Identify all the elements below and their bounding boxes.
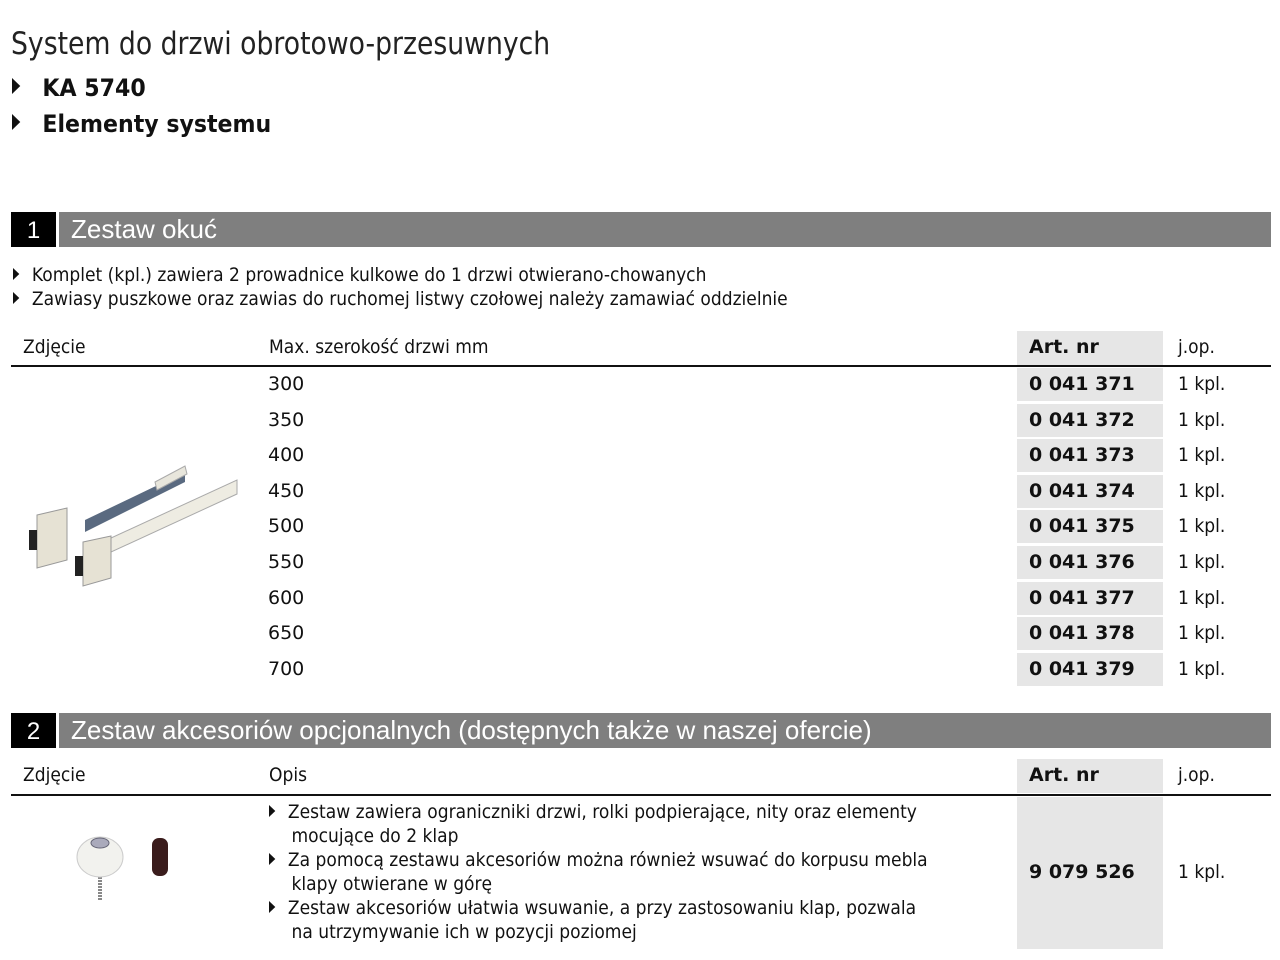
art-number: 0 041 375 (1017, 510, 1163, 543)
description-list (269, 800, 1001, 944)
col-desc: Opis (269, 764, 307, 786)
desc-text: Zestaw akcesoriów ułatwia wsuwanie, a przy zastosowaniu klap, pozwala (287, 897, 917, 919)
section-number: 1 (11, 212, 56, 247)
section-number: 2 (11, 713, 56, 748)
subtitle-text: KA 5740 (42, 74, 146, 102)
door-width: 350 (268, 408, 305, 431)
art-number: 0 041 379 (1017, 653, 1163, 686)
table-row (0, 652, 1280, 687)
door-width: 650 (268, 622, 305, 645)
unit: 1 kpl. (1178, 408, 1226, 431)
desc-item (269, 800, 928, 848)
note (13, 288, 788, 310)
ball-bearing-slides-image (25, 460, 245, 590)
door-width: 400 (268, 444, 305, 467)
table-row (0, 616, 1280, 651)
desc-text: mocujące do 2 klap (291, 825, 459, 847)
unit: 1 kpl. (1178, 479, 1226, 502)
col-unit: j.op. (1178, 764, 1215, 786)
desc-text: na utrzymywanie ich w pozycji poziomej (291, 921, 637, 943)
bullet-icon (13, 268, 19, 280)
unit: 1 kpl. (1178, 373, 1226, 395)
desc-text: klapy otwierane w górę (291, 873, 493, 895)
unit: 1 kpl. (1178, 657, 1226, 680)
door-width: 550 (268, 551, 305, 573)
unit: 1 kpl. (1178, 551, 1226, 573)
bullet-icon (269, 901, 275, 913)
art-number: 0 041 372 (1017, 404, 1163, 437)
art-number: 0 041 374 (1017, 475, 1163, 508)
col-photo: Zdjęcie (23, 764, 86, 786)
art-number: 0 041 371 (1017, 368, 1163, 401)
section-heading: Zestaw akcesoriów opcjonalnych (dostępnych także w naszej ofercie) (59, 713, 1271, 748)
door-width: 450 (268, 479, 305, 502)
section-heading: Zestaw okuć (59, 212, 1271, 247)
bullet-icon (13, 292, 19, 304)
desc-item (269, 896, 928, 944)
col-width: Max. szerokość drzwi mm (269, 336, 489, 358)
door-width: 500 (268, 515, 305, 538)
art-number: 0 041 377 (1017, 582, 1163, 615)
unit: 1 kpl. (1178, 622, 1226, 645)
door-width: 600 (268, 586, 305, 609)
bullet-icon (269, 853, 275, 865)
door-width: 300 (268, 373, 305, 395)
bullet-icon (269, 805, 275, 817)
col-photo: Zdjęcie (23, 336, 86, 358)
col-art: Art. nr (1029, 764, 1099, 786)
subtitle-model (12, 74, 146, 102)
triangle-bullet-icon (12, 78, 20, 94)
header-divider (11, 794, 1271, 796)
col-unit: j.op. (1178, 336, 1215, 358)
subtitle-text: Elementy systemu (42, 110, 272, 138)
page-title: System do drzwi obrotowo-przesuwnych (11, 26, 551, 62)
table-row (0, 367, 1280, 402)
art-number: 0 041 378 (1017, 617, 1163, 650)
triangle-bullet-icon (12, 114, 20, 130)
note (13, 264, 706, 286)
desc-item (269, 848, 928, 896)
door-width: 700 (268, 657, 305, 680)
note-text: Zawiasy puszkowe oraz zawias do ruchomej listwy czołowej należy zamawiać oddzielnie (31, 288, 788, 310)
unit: 1 kpl. (1178, 586, 1226, 609)
art-number: 9 079 526 (1029, 861, 1135, 883)
accessories-image (70, 825, 190, 905)
unit: 1 kpl. (1178, 515, 1226, 538)
unit: 1 kpl. (1178, 861, 1226, 883)
col-art: Art. nr (1029, 336, 1099, 358)
desc-text: Za pomocą zestawu akcesoriów można również wsuwać do korpusu mebla (287, 849, 928, 871)
subtitle-elements (12, 110, 271, 138)
unit: 1 kpl. (1178, 444, 1226, 467)
art-number: 0 041 373 (1017, 439, 1163, 472)
art-number: 0 041 376 (1017, 546, 1163, 579)
note-text: Komplet (kpl.) zawiera 2 prowadnice kulkowe do 1 drzwi otwierano-chowanych (31, 264, 707, 286)
desc-text: Zestaw zawiera ograniczniki drzwi, rolki podpierające, nity oraz elementy (287, 801, 917, 823)
table-row (0, 403, 1280, 438)
